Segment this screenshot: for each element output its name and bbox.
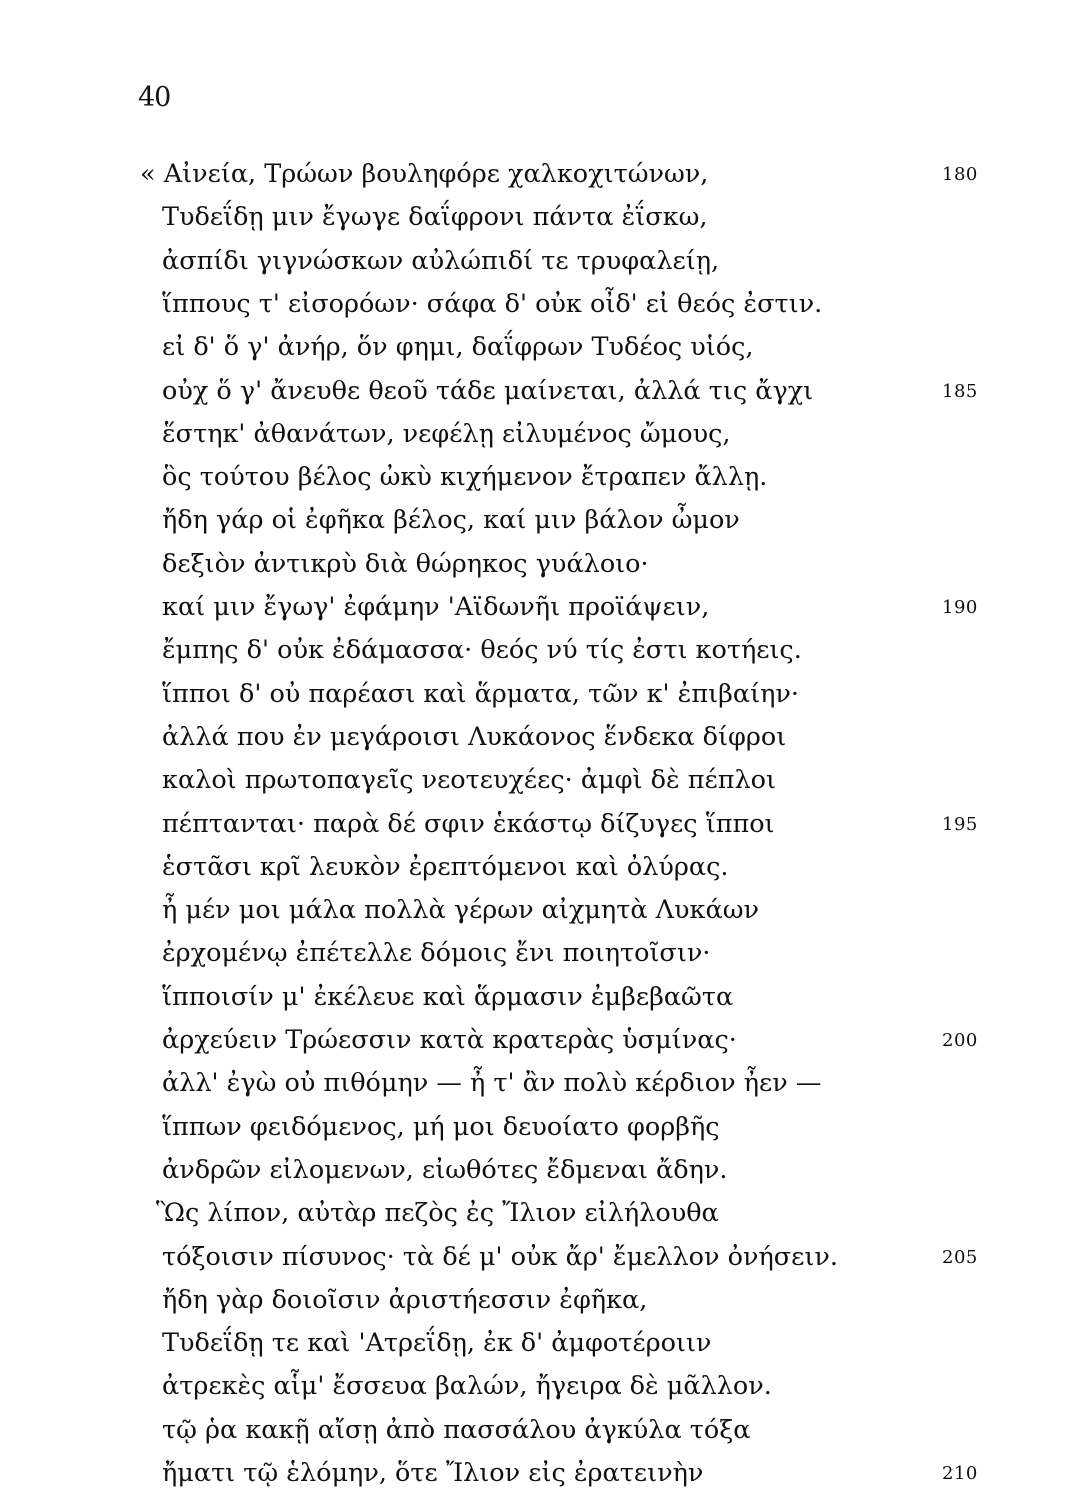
- verse-line: [0, 1023, 1072, 1067]
- verse-text: τῷ ῥα κακῇ αἴσῃ ἀπὸ πασσάλου ἀγκύλα τόξα: [162, 1414, 751, 1445]
- verse-text: ἀλλ' ἐγὼ οὐ πιθόμην — ἦ τ' ἂν πολὺ κέρδιον ἦεν —: [162, 1068, 822, 1099]
- verse-line: [0, 936, 1072, 980]
- verse-line: [0, 1153, 1072, 1197]
- verse-line: [0, 547, 1072, 591]
- verse-line: [0, 157, 1072, 201]
- verse-text: ἵπποισίν μ' ἐκέλευε καὶ ἅρμασιν ἐμβεβαῶτα: [162, 981, 734, 1012]
- verse-line: [0, 1369, 1072, 1413]
- verse-line: [0, 590, 1072, 634]
- verse-line: [0, 850, 1072, 894]
- verse-text: ἵππων φειδόμενος, μή μοι δευοίατο φορβῆς: [162, 1111, 720, 1142]
- verse-line: [0, 503, 1072, 547]
- verse-text: ἔμπης δ' οὐκ ἐδάμασσα· θεός νύ τίς ἐστι κοτήεις.: [162, 635, 802, 666]
- verse-text: ἀρχεύειν Τρώεσσιν κατὰ κρατερὰς ὑσμίνας·: [162, 1025, 737, 1055]
- verse-text: ἀλλά που ἐν μεγάροισι Λυκάονος ἕνδεκα δίφροι: [162, 721, 787, 752]
- verse-line: [0, 1196, 1072, 1240]
- verse-text: Ὣς λίπον, αὐτὰρ πεζὸς ἐς Ἴλιον εἰλήλουθα: [156, 1198, 719, 1229]
- verse-text: οὐχ ὅ γ' ἄνευθε θεοῦ τάδε μαίνεται, ἀλλά τις ἄγχι: [162, 375, 814, 406]
- verse-text: ἤδη γάρ οἱ ἐφῆκα βέλος, καί μιν βάλον ὦμον: [162, 505, 740, 536]
- verse-line: [0, 1110, 1072, 1154]
- verse-text: καί μιν ἔγωγ' ἐφάμην 'Αϊδωνῆι προϊάψειν,: [162, 592, 710, 622]
- verse-text: ἦ μέν μοι μάλα πολλὰ γέρων αἰχμητὰ Λυκάων: [162, 895, 760, 926]
- line-number: 205: [942, 1246, 978, 1268]
- verse-line: [0, 460, 1072, 504]
- verse-text: ἀτρεκὲς αἷμ' ἔσσευα βαλών, ἤγειρα δὲ μᾶλλον.: [162, 1371, 772, 1402]
- verse-line: [0, 1326, 1072, 1370]
- verse-line: [0, 807, 1072, 851]
- verse-line: [0, 633, 1072, 677]
- page-number: 40: [138, 82, 171, 113]
- verse-text: ἤδη γὰρ δοιοῖσιν ἀριστήεσσιν ἐφῆκα,: [162, 1284, 648, 1315]
- line-number: 200: [942, 1030, 978, 1051]
- verse-line: [0, 200, 1072, 244]
- verse-line: [0, 720, 1072, 764]
- verse-line: [0, 1240, 1072, 1284]
- line-number: 195: [942, 813, 978, 835]
- verse-line: [0, 893, 1072, 937]
- verse-text: τόξοισιν πίσυνος· τὰ δέ μ' οὐκ ἄρ' ἔμελλον ὀνήσειν.: [162, 1241, 838, 1272]
- verse-text: πέπτανται· παρὰ δέ σφιν ἑκάστῳ δίζυγες ἵπποι: [162, 808, 775, 839]
- verse-line: [0, 1456, 1072, 1500]
- verse-text: ἀσπίδι γιγνώσκων αὐλώπιδί τε τρυφαλείῃ,: [162, 245, 720, 276]
- verse-line: [0, 330, 1072, 374]
- verse-line: [0, 1066, 1072, 1110]
- verse-text: ἕστηκ' ἀθανάτων, νεφέλῃ εἰλυμένος ὤμους,: [162, 418, 731, 449]
- line-number: 180: [942, 164, 978, 185]
- verse-text: ἀνδρῶν εἰλομενων, εἰωθότες ἔδμεναι ἄδην.: [162, 1154, 728, 1185]
- verse-line: [0, 244, 1072, 288]
- verse-text: ἤματι τῷ ἑλόμην, ὅτε Ἴλιον εἰς ἐρατεινὴν: [162, 1458, 704, 1488]
- verse-line: [0, 417, 1072, 461]
- verse-line: [0, 1283, 1072, 1327]
- verse-line: [0, 1413, 1072, 1457]
- verse-line: [0, 980, 1072, 1024]
- verse-text: ἑστᾶσι κρῖ λευκὸν ἐρεπτόμενοι καὶ ὀλύρας.: [162, 851, 729, 882]
- verse-text: ἵππους τ' εἰσορόων· σάφα δ' οὐκ οἶδ' εἰ θεός ἐστιν.: [162, 288, 823, 319]
- verse-text: ἐρχομένῳ ἐπέτελλε δόμοις ἔνι ποιητοῖσιν·: [162, 938, 711, 969]
- verse-text: καλοὶ πρωτοπαγεῖς νεοτευχέες· ἀμφὶ δὲ πέπλοι: [162, 765, 776, 796]
- verse-text: δεξιὸν ἀντικρὺ διὰ θώρηκος γυάλοιο·: [162, 548, 649, 579]
- verse-text: ὃς τούτου βέλος ὠκὺ κιχήμενον ἔτραπεν ἄλλῃ.: [162, 462, 768, 493]
- verse-text: Τυδεΐδῃ μιν ἔγωγε δαΐφρονι πάντα ἐΐσκω,: [162, 202, 708, 233]
- verse-text: ἵπποι δ' οὐ παρέασι καὶ ἅρματα, τῶν κ' ἐπιβαίην·: [162, 678, 799, 709]
- verse-line: [0, 287, 1072, 331]
- verse-text: Τυδεΐδῃ τε καὶ 'Ατρεΐδῃ, ἐκ δ' ἀμφοτέροιιν: [162, 1328, 712, 1359]
- verse-line: [0, 677, 1072, 721]
- verse-text: εἰ δ' ὅ γ' ἀνήρ, ὅν φημι, δαΐφρων Τυδέος υἱός,: [162, 332, 754, 363]
- line-number: 190: [942, 597, 978, 618]
- verse-text: « Αἰνεία, Τρώων βουληφόρε χαλκοχιτώνων,: [140, 159, 709, 189]
- verse-line: [0, 374, 1072, 418]
- verse-line: [0, 763, 1072, 807]
- line-number: 185: [942, 380, 978, 402]
- line-number: 210: [942, 1463, 978, 1484]
